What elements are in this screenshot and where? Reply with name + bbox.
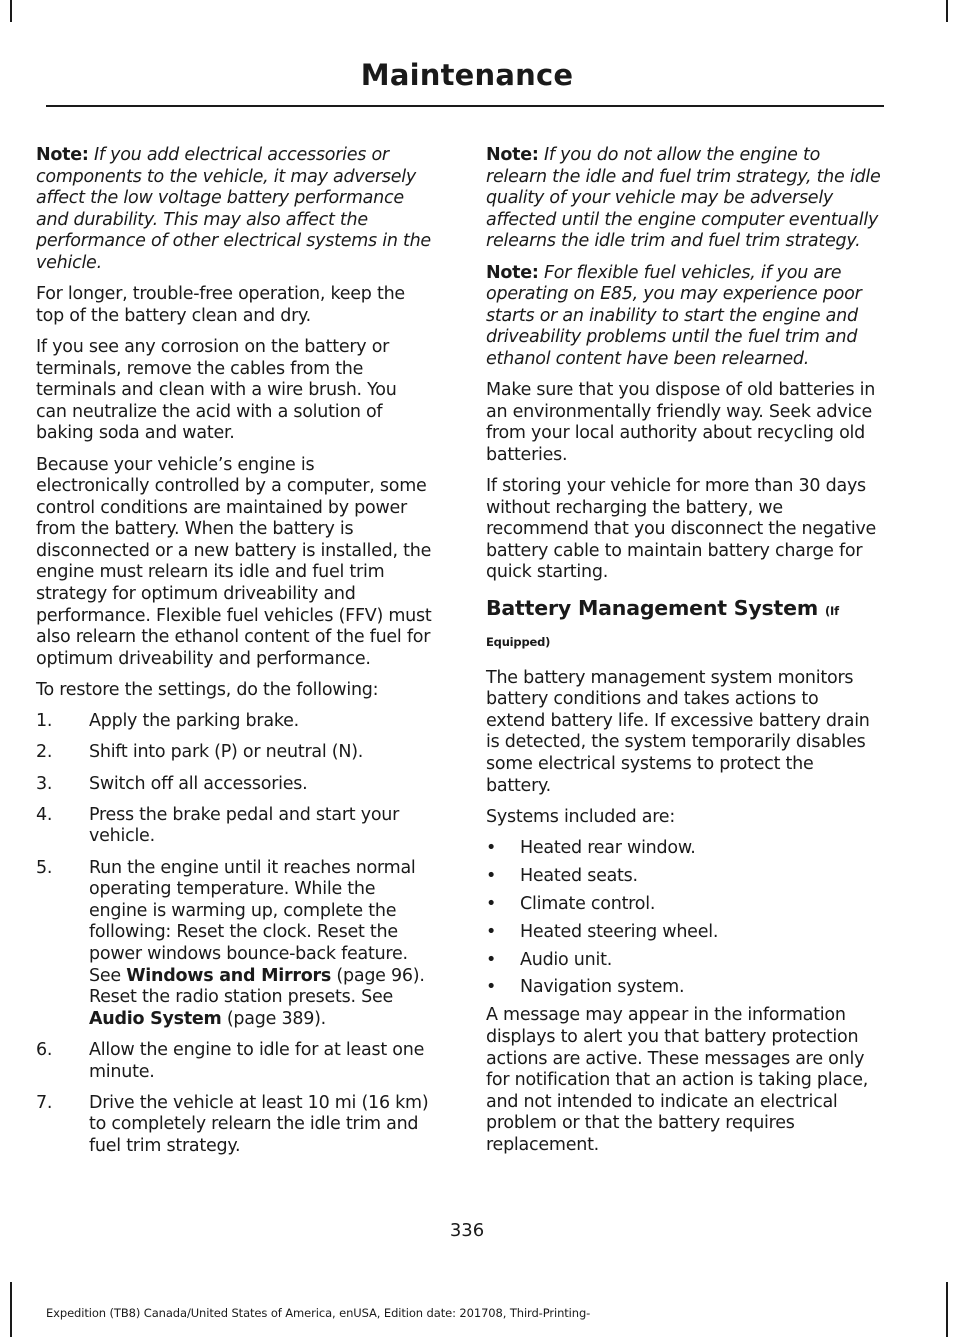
list-item: 1. Apply the parking brake. [36,711,299,732]
list-item: • Heated rear window. [486,838,696,858]
note-text: If you do not allow the engine to relearn the idle and fuel trim strategy, the idle quality of your vehicle may be adversely affected until the engine computer eventually relearns the idle trim and fuel trim strategy. [486,145,881,252]
paragraph-message-info: A message may appear in the information displays to alert you that battery protection actions are active. These messages are only for notification that an action is taking place, and not intended to indicate an electrical problem or that the battery requires replacement. [486,1005,869,1155]
section-heading-qualifier: (If Equipped) [486,603,839,649]
note-text: If you add electrical accessories or components to the vehicle, it may adversely affect the low voltage battery performance and durability. This may also affect the performance of other electrical systems in the vehicle. [36,145,431,273]
paragraph-systems-intro: Systems included are: [486,806,675,827]
restore-steps-list [36,711,432,1157]
paragraph-restore-intro: To restore the settings, do the following: [36,680,379,701]
link-windows-and-mirrors[interactable]: Windows and Mirrors [126,965,332,986]
list-item: • Audio unit. [486,949,613,970]
note-text: For flexible fuel vehicles, if you are operating on E85, you may experience poor starts or an inability to start the engine and driveability problems until the fuel trim and ethanol content have been relearned. [486,262,862,369]
list-item: 7. Drive the vehicle at least 10 mi (16 km) to completely relearn the idle trim and fuel trim strategy. [36,1092,429,1156]
list-item: 5. Run the engine until it reaches normal operating temperature. While the engine is warming up, complete the following: Reset the clock. Reset the power windows bounce-back feature. See Windows and Mirrors (page 96). Reset the radio station presets. See Audio System (page 389). [36,857,425,1029]
note-label: Note: [36,145,89,165]
list-item: 2. Shift into park (P) or neutral (N). [36,742,364,763]
list-item: 4. Press the brake pedal and start your vehicle. [36,804,400,847]
page-number: 336 [449,1220,485,1241]
list-item: • Navigation system. [486,977,685,998]
crop-mark-top-right [946,0,948,22]
crop-mark-top-left [10,0,12,22]
paragraph-corrosion: If you see any corrosion on the battery or terminals, remove the cables from the terminals and clean with a wire brush. You can neutralize the acid with a solution of baking soda and water. [36,336,397,444]
note-flex-fuel [486,263,882,371]
list-item: • Heated seats. [486,865,638,886]
bullet-icon: • [486,949,497,970]
crop-mark-bottom-right [946,1282,948,1337]
list-item: 6. Allow the engine to idle for at least one minute. [36,1039,425,1082]
right-column [486,145,882,1166]
paragraph-bms-description: The battery management system monitors battery conditions and takes actions to extend battery life. If excessive battery drain is detected, the system temporarily disables some electrical systems to protect the battery. [486,667,870,796]
bullet-icon: • [486,838,497,858]
paragraph-storage: If storing your vehicle for more than 30 days without recharging the battery, we recommend that you disconnect the negative battery cable to maintain battery charge for quick starting. [486,476,877,583]
bullet-icon: • [486,865,497,886]
list-item: • Climate control. [486,893,656,914]
note-battery-accessories [36,145,432,275]
paragraph-dispose: Make sure that you dispose of old batteries in an environmentally friendly way. Seek advice from your local authority about recycling old batteries. [486,380,876,465]
crop-mark-bottom-left [10,1282,12,1337]
page-title: Maintenance [360,58,574,92]
note-label: Note: [486,145,539,165]
bullet-icon: • [486,921,497,942]
link-audio-system[interactable]: Audio System [89,1008,222,1029]
note-label: Note: [486,262,539,283]
paragraph-engine-relearn: Because your vehicle’s engine is electronically controlled by a computer, some control conditions are maintained by power from the battery. When the battery is disconnected or a new battery is installed, the engine must relearn its idle and fuel trim strategy for optimum driveability and performance. Flexible fuel vehicles (FFV) must also relearn the ethanol content of the fuel for optimum driveability and performance. [36,454,432,669]
header-rule [46,105,884,107]
footer-edition-info: Expedition (TB8) Canada/United States of America, enUSA, Edition date: 201708, Third-Printing- [46,1306,591,1320]
section-heading: Battery Management System (If Equipped) [486,595,839,649]
left-column [36,145,432,1167]
bullet-icon: • [486,893,497,914]
bullet-icon: • [486,977,497,998]
list-item: 3. Switch off all accessories. [36,773,308,794]
paragraph-clean-dry: For longer, trouble-free operation, keep the top of the battery clean and dry. [36,284,405,326]
list-item: • Heated steering wheel. [486,921,719,942]
systems-list [486,838,882,999]
note-idle-relearn [486,145,882,253]
